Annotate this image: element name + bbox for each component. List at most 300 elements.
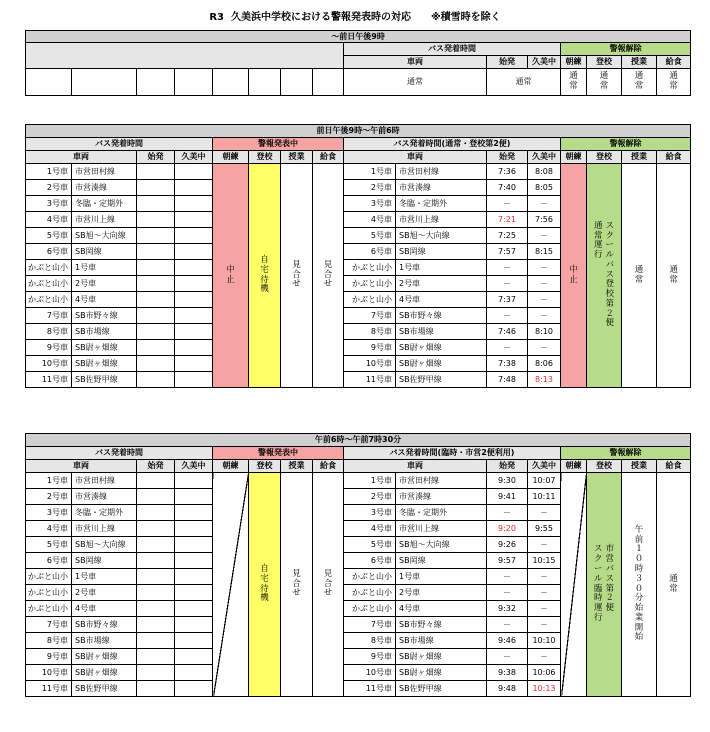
departure-time: 9:46 (487, 633, 528, 649)
kumihama-time-empty (175, 276, 213, 292)
kumihama-time: 10:06 (528, 665, 561, 681)
jitaku-text: 自宅待機 (260, 254, 269, 295)
car-name-right: 7号車 (344, 617, 396, 633)
line-name-right: 市営湊線 (396, 180, 487, 196)
kumihama-time: － (528, 617, 561, 633)
warning-lifted-label: 警報解除 (561, 138, 691, 151)
car-name: 6号車 (26, 244, 72, 260)
choukai-cancel: 中止 (226, 264, 235, 285)
kumihama-time: 8:10 (528, 324, 561, 340)
line-name: 市営川上線 (72, 212, 137, 228)
departure-label-right: 始発 (487, 151, 528, 164)
section3-header: 午前6時～午前7時30分 (26, 434, 691, 447)
kumihama-time-empty (175, 196, 213, 212)
line-name-right: SB尉ヶ畑線 (396, 356, 487, 372)
bus-time-label: バス発着時間 (344, 43, 561, 56)
jugyou-normal: 通常 (634, 264, 644, 285)
departure-time: － (487, 308, 528, 324)
line-name: 市営湊線 (72, 180, 137, 196)
school-bus-text-group (587, 222, 621, 329)
car-name-right: 10号車 (344, 665, 396, 681)
kumihama-time: 9:55 (528, 521, 561, 537)
line-name-right: SB尉ヶ畑線 (396, 649, 487, 665)
departure-time-empty (137, 244, 175, 260)
car-name: 5号車 (26, 537, 72, 553)
section2-header: 前日午後9時～午前6時 (26, 125, 691, 138)
departure-time-empty (137, 228, 175, 244)
departure-time: 7:48 (487, 372, 528, 388)
line-name: 1号車 (72, 569, 137, 585)
jitaku-text: 自宅待機 (260, 563, 269, 604)
departure-time: 7:36 (487, 164, 528, 180)
jugyou-normal: 通常 (634, 71, 644, 91)
line-name-right: 市営川上線 (396, 521, 487, 537)
departure-time-empty (137, 292, 175, 308)
line-name-right: SB尉ヶ畑線 (396, 340, 487, 356)
line-name: SB岡線 (72, 244, 137, 260)
line-name: 2号車 (72, 276, 137, 292)
departure-time-empty (137, 473, 175, 489)
departure-time-empty (137, 164, 175, 180)
choukai-cancel-cell (213, 164, 249, 388)
car-name: 1号車 (26, 164, 72, 180)
vehicle-normal: 通常 (344, 69, 487, 96)
line-name-right: SB市野々線 (396, 617, 487, 633)
kumihama-time: 8:13 (528, 372, 561, 388)
kumihama-time: 8:08 (528, 164, 561, 180)
kyushoku-miawase-cell (313, 164, 344, 388)
departure-time-empty (137, 537, 175, 553)
kumihama-time-empty (175, 212, 213, 228)
line-name: SB市場線 (72, 633, 137, 649)
kumihama-time-empty (175, 633, 213, 649)
vehicle-label: 車両 (26, 460, 137, 473)
kumihama-label-right: 久美中 (528, 460, 561, 473)
school-bus-text: スクールバス登校第２便 (605, 220, 615, 329)
car-name-right: 1号車 (344, 473, 396, 489)
kumihama-time-empty (175, 260, 213, 276)
kumihama-time-empty (175, 649, 213, 665)
kumihama-time: 10:11 (528, 489, 561, 505)
kumihama-time: 10:13 (528, 681, 561, 697)
departure-time-empty (137, 489, 175, 505)
kumihama-time: － (528, 308, 561, 324)
car-name-right: かぶと山小 (344, 276, 396, 292)
car-name: 4号車 (26, 521, 72, 537)
kumihama-label: 久美中 (528, 56, 561, 69)
departure-time: 7:25 (487, 228, 528, 244)
kyushoku-normal-cell (657, 164, 691, 388)
kumihama-time: － (528, 276, 561, 292)
line-name: SB尉ヶ畑線 (72, 356, 137, 372)
kumihama-time: 8:05 (528, 180, 561, 196)
jugyou-normal-cell (622, 164, 657, 388)
car-name: 5号車 (26, 228, 72, 244)
departure-time-empty (137, 649, 175, 665)
departure-time-empty (137, 665, 175, 681)
kumihama-time-empty (175, 681, 213, 697)
kumihama-time: 8:15 (528, 244, 561, 260)
kumihama-time: 10:10 (528, 633, 561, 649)
kyushoku-normal: 通常 (669, 71, 678, 91)
normal-operation-text: 通常運行 (594, 220, 603, 261)
line-name: 市営川上線 (72, 521, 137, 537)
kyushoku-miawase: 見合せ (323, 259, 333, 290)
kyushoku-label-right: 給食 (657, 460, 691, 473)
table-row (26, 473, 691, 489)
line-name: SB市野々線 (72, 617, 137, 633)
section2-table (25, 124, 691, 388)
line-name: 4号車 (72, 601, 137, 617)
toukou-label: 登校 (249, 151, 281, 164)
departure-time: － (487, 340, 528, 356)
line-name-right: SB市場線 (396, 633, 487, 649)
departure-time-empty (137, 212, 175, 228)
departure-time: 7:38 (487, 356, 528, 372)
car-name-right: かぶと山小 (344, 585, 396, 601)
kumihama-time: － (528, 260, 561, 276)
kumihama-time-empty (175, 164, 213, 180)
departure-time-empty (137, 553, 175, 569)
line-name-right: SB岡線 (396, 553, 487, 569)
school-bus-cell (587, 164, 622, 388)
car-name-right: 3号車 (344, 196, 396, 212)
kyushoku-label: 給食 (657, 56, 691, 69)
departure-time-empty (137, 372, 175, 388)
departure-time: 9:38 (487, 665, 528, 681)
car-name: 8号車 (26, 324, 72, 340)
line-name: SB佐野甲線 (72, 372, 137, 388)
car-name-right: 6号車 (344, 553, 396, 569)
line-name-right: SB佐野甲線 (396, 681, 487, 697)
class-start-cell (622, 473, 657, 697)
line-name: SB旭～大向線 (72, 228, 137, 244)
departure-time-empty (137, 308, 175, 324)
departure-time: 9:48 (487, 681, 528, 697)
toukou-label-right: 登校 (587, 151, 622, 164)
bus-time-right-label: バス発着時間(臨時・市営2便利用) (344, 447, 561, 460)
line-name: SB市野々線 (72, 308, 137, 324)
kumihama-time: － (528, 569, 561, 585)
line-name: 市営田村線 (72, 164, 137, 180)
kumihama-time-empty (175, 537, 213, 553)
kumihama-time-empty (175, 665, 213, 681)
departure-time: 7:21 (487, 212, 528, 228)
line-name-right: 市営川上線 (396, 212, 487, 228)
vehicle-label: 車両 (344, 56, 487, 69)
departure-time: － (487, 260, 528, 276)
car-name: 10号車 (26, 356, 72, 372)
kumihama-time: 8:06 (528, 356, 561, 372)
departure-time: 9:57 (487, 553, 528, 569)
kumihama-time-empty (175, 308, 213, 324)
departure-time: 9:30 (487, 473, 528, 489)
bus-time-label: バス発着時間 (26, 447, 213, 460)
departure-time: － (487, 617, 528, 633)
departure-time-empty (137, 585, 175, 601)
kumihama-time-empty (175, 244, 213, 260)
departure-time-empty (137, 601, 175, 617)
section1-table (25, 30, 691, 96)
kumihama-time: 10:15 (528, 553, 561, 569)
line-name-right: 1号車 (396, 260, 487, 276)
car-name-right: 6号車 (344, 244, 396, 260)
kumihama-time-empty (175, 505, 213, 521)
kumihama-time-empty (175, 489, 213, 505)
car-name-right: かぶと山小 (344, 292, 396, 308)
kumihama-time-empty (175, 601, 213, 617)
line-name-right: SB市野々線 (396, 308, 487, 324)
departure-time: 9:20 (487, 521, 528, 537)
line-name: 4号車 (72, 292, 137, 308)
jugyou-label: 授業 (281, 151, 313, 164)
car-name: かぶと山小 (26, 260, 72, 276)
line-name-right: 2号車 (396, 585, 487, 601)
choukai-cancel-right: 中止 (569, 264, 578, 285)
car-name: 7号車 (26, 308, 72, 324)
departure-time: － (487, 649, 528, 665)
toukou-normal: 通常 (599, 71, 609, 91)
choukai-empty-cell-right (561, 473, 587, 697)
kumihama-time-empty (175, 585, 213, 601)
kumihama-label: 久美中 (175, 460, 213, 473)
kumihama-time: － (528, 601, 561, 617)
line-name-right: 2号車 (396, 276, 487, 292)
departure-time-empty (137, 521, 175, 537)
line-name-right: 市営湊線 (396, 489, 487, 505)
car-name: 3号車 (26, 505, 72, 521)
class-start-text: 午前１０時３０分始業開始 (634, 524, 644, 643)
bus-time-label: バス発着時間 (26, 138, 213, 151)
line-name: SB旭～大向線 (72, 537, 137, 553)
toukou-label: 登校 (249, 460, 281, 473)
car-name: かぶと山小 (26, 292, 72, 308)
choukai-cancel-cell-right (561, 164, 587, 388)
car-name: かぶと山小 (26, 601, 72, 617)
departure-label: 始発 (137, 151, 175, 164)
car-name: 11号車 (26, 681, 72, 697)
kumihama-time-empty (175, 356, 213, 372)
kumihama-time-empty (175, 372, 213, 388)
times-normal: 通常 (487, 69, 561, 96)
car-name: かぶと山小 (26, 276, 72, 292)
departure-time: － (487, 569, 528, 585)
kyushoku-label: 給食 (313, 151, 344, 164)
kyushoku-miawase-cell (313, 473, 344, 697)
car-name-right: 9号車 (344, 649, 396, 665)
school-temporary-text: スクール臨時運行 (594, 544, 603, 623)
page-title: R3 久美浜中学校における警報発表時の対応 ※積雪時を除く (209, 12, 501, 23)
departure-time-empty (137, 340, 175, 356)
choukai-normal: 通常 (569, 71, 578, 91)
car-name: 11号車 (26, 372, 72, 388)
line-name-right: 市営田村線 (396, 473, 487, 489)
table-row (26, 164, 691, 180)
choukai-label: 朝練 (213, 151, 249, 164)
kumihama-time-empty (175, 324, 213, 340)
car-name-right: 10号車 (344, 356, 396, 372)
warning-issued-label: 警報発表中 (213, 447, 344, 460)
vehicle-label: 車両 (26, 151, 137, 164)
car-name-right: 5号車 (344, 228, 396, 244)
jugyou-miawase-cell (281, 473, 313, 697)
car-name-right: 8号車 (344, 324, 396, 340)
line-name: SB市場線 (72, 324, 137, 340)
car-name-right: 4号車 (344, 521, 396, 537)
line-name: 1号車 (72, 260, 137, 276)
departure-label-right: 始発 (487, 460, 528, 473)
kyushoku-normal: 通常 (669, 264, 678, 285)
car-name-right: かぶと山小 (344, 569, 396, 585)
car-name: 8号車 (26, 633, 72, 649)
jitaku-cell (249, 164, 281, 388)
car-name-right: かぶと山小 (344, 260, 396, 276)
kumihama-time: － (528, 505, 561, 521)
departure-time: － (487, 585, 528, 601)
departure-time-empty (137, 260, 175, 276)
kumihama-time-empty (175, 617, 213, 633)
car-name: 7号車 (26, 617, 72, 633)
line-name-right: SB佐野甲線 (396, 372, 487, 388)
kumihama-time: － (528, 228, 561, 244)
toukou-label: 登校 (587, 56, 622, 69)
car-name-right: 7号車 (344, 308, 396, 324)
kumihama-time: － (528, 649, 561, 665)
departure-time-empty (137, 505, 175, 521)
jugyou-miawase: 見合せ (292, 259, 301, 290)
car-name-right: 11号車 (344, 372, 396, 388)
kumihama-time-empty (175, 340, 213, 356)
kyushoku-normal-cell (657, 473, 691, 697)
departure-time-empty (137, 681, 175, 697)
departure-label: 始発 (137, 460, 175, 473)
departure-time-empty (137, 324, 175, 340)
kumihama-label: 久美中 (175, 151, 213, 164)
line-name: 冬臨・定期外 (72, 505, 137, 521)
departure-time: － (487, 276, 528, 292)
departure-time: 9:26 (487, 537, 528, 553)
departure-time-empty (137, 617, 175, 633)
car-name: 1号車 (26, 473, 72, 489)
line-name-right: SB旭～大向線 (396, 537, 487, 553)
warning-lifted-label: 警報解除 (561, 43, 691, 56)
line-name-right: 1号車 (396, 569, 487, 585)
car-name: 4号車 (26, 212, 72, 228)
kumihama-time: － (528, 537, 561, 553)
jugyou-label: 授業 (622, 56, 657, 69)
car-name: 9号車 (26, 649, 72, 665)
section3-table (25, 433, 691, 697)
line-name-right: SB市場線 (396, 324, 487, 340)
departure-time: 7:40 (487, 180, 528, 196)
kumihama-time-empty (175, 569, 213, 585)
line-name: 市営湊線 (72, 489, 137, 505)
kyushoku-normal: 通常 (669, 573, 678, 594)
line-name-right: 4号車 (396, 292, 487, 308)
car-name-right: かぶと山小 (344, 601, 396, 617)
choukai-label-right: 朝練 (561, 151, 587, 164)
departure-time-empty (137, 196, 175, 212)
departure-time-empty (137, 356, 175, 372)
toukou-label-right: 登校 (587, 460, 622, 473)
warning-issued-label: 警報発表中 (213, 138, 344, 151)
kumihama-time: － (528, 196, 561, 212)
departure-time: － (487, 196, 528, 212)
line-name-right: 4号車 (396, 601, 487, 617)
choukai-label: 朝練 (561, 56, 587, 69)
jugyou-label-right: 授業 (622, 151, 657, 164)
car-name: かぶと山小 (26, 585, 72, 601)
kumihama-time: － (528, 585, 561, 601)
car-name-right: 5号車 (344, 537, 396, 553)
jugyou-label: 授業 (281, 460, 313, 473)
car-name-right: 1号車 (344, 164, 396, 180)
kumihama-time-empty (175, 292, 213, 308)
choukai-empty-cell (213, 473, 249, 697)
departure-time-empty (137, 569, 175, 585)
kumihama-time-empty (175, 473, 213, 489)
car-name-right: 2号車 (344, 180, 396, 196)
vehicle-label-right: 車両 (344, 460, 487, 473)
jugyou-miawase: 見合せ (292, 568, 301, 599)
kumihama-time: 7:56 (528, 212, 561, 228)
departure-time: 9:32 (487, 601, 528, 617)
section1-header: ～前日午後9時 (26, 31, 691, 43)
car-name: 2号車 (26, 489, 72, 505)
line-name: SB尉ヶ畑線 (72, 340, 137, 356)
kumihama-time: － (528, 292, 561, 308)
kyushoku-miawase: 見合せ (323, 568, 333, 599)
car-name: 3号車 (26, 196, 72, 212)
kumihama-time-empty (175, 180, 213, 196)
departure-time-empty (137, 276, 175, 292)
kumihama-time: 10:07 (528, 473, 561, 489)
departure-time: 7:46 (487, 324, 528, 340)
line-name-right: 冬臨・定期外 (396, 505, 487, 521)
line-name: SB岡線 (72, 553, 137, 569)
choukai-label-right: 朝練 (561, 460, 587, 473)
line-name-right: SB岡線 (396, 244, 487, 260)
kumihama-time: － (528, 340, 561, 356)
kyushoku-label-right: 給食 (657, 151, 691, 164)
departure-time: 9:41 (487, 489, 528, 505)
line-name: 冬臨・定期外 (72, 196, 137, 212)
line-name-right: SB旭～大向線 (396, 228, 487, 244)
jugyou-miawase-cell (281, 164, 313, 388)
departure-time: 7:37 (487, 292, 528, 308)
warning-lifted-label: 警報解除 (561, 447, 691, 460)
line-name-right: 市営田村線 (396, 164, 487, 180)
car-name-right: 8号車 (344, 633, 396, 649)
departure-time: － (487, 505, 528, 521)
car-name-right: 2号車 (344, 489, 396, 505)
jugyou-label-right: 授業 (622, 460, 657, 473)
departure-time-empty (137, 180, 175, 196)
car-name-right: 11号車 (344, 681, 396, 697)
line-name: 市営田村線 (72, 473, 137, 489)
line-name-right: SB尉ヶ畑線 (396, 665, 487, 681)
line-name-right: 冬臨・定期外 (396, 196, 487, 212)
car-name-right: 3号車 (344, 505, 396, 521)
departure-time-empty (137, 633, 175, 649)
car-name: かぶと山小 (26, 569, 72, 585)
kumihama-time-empty (175, 228, 213, 244)
line-name: 2号車 (72, 585, 137, 601)
vehicle-label-right: 車両 (344, 151, 487, 164)
jitaku-cell (249, 473, 281, 697)
kumihama-label-right: 久美中 (528, 151, 561, 164)
kumihama-time-empty (175, 553, 213, 569)
